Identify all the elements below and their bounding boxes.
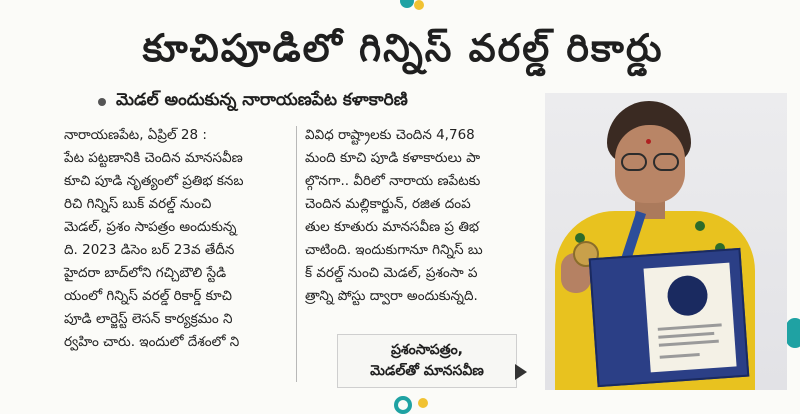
photo-caption-line-1: ప్రశంసాపత్రం, [390,342,463,358]
article-line: మెడల్, ప్రశం సాపత్రం అందుకున్న [64,219,237,235]
article-line: త్రాన్ని పోస్టు ద్వారా అందుకున్నది. [305,288,478,304]
article-line: యంలో గిన్నిస్ వరల్డ్ రికార్డ్ కూచి [64,288,232,304]
article-line: చాటింది. ఇందుకుగానూ గిన్నిస్ బు [305,242,483,258]
photo-caption-line-2: మెడల్‌తో మానసవీణ [370,363,484,379]
certificate-image [589,248,750,387]
article-line: ర్వహిం చారు. ఇందులో దేశంలో ని [64,334,240,350]
article-line: చెందిన మల్లికార్జున్, రజిత దంప [305,196,471,212]
subheadline-text: మెడల్ అందుకున్న నారాయణపేట కళాకారిణి [116,90,408,110]
article-line: రిచి గిన్నిస్ బుక్ వరల్డ్ నుంచి [64,196,212,212]
decorative-dot-yellow [414,0,424,10]
article-line: కూచి పూడి నృత్యంలో ప్రతిభ కనబ [64,173,244,189]
subheadline [98,88,408,116]
headline: కూచిపూడిలో గిన్నిస్ వరల్డ్ రికార్డు [142,26,664,70]
bullet-icon [98,98,106,106]
article-line: పూడి లార్జెస్ట్ లెసన్ కార్యక్రమం ని [64,311,233,327]
article-column-1 [64,124,290,354]
news-photo [545,93,787,390]
column-divider [296,126,297,382]
article-column-2 [305,124,530,308]
photo-caption [337,334,517,388]
article-line: ది. 2023 డిసెం బర్ 23వ తేదీన [64,242,235,258]
decorative-ring-teal [394,396,412,414]
photo-bindi [646,139,651,144]
decorative-dot-yellow-bottom [418,398,428,408]
decorative-dot-teal [400,0,414,8]
article-line: క్ వరల్డ్ నుంచి మెడల్, ప్రశంసా ప [305,265,478,281]
article-line: ల్గొనగా.. వీరిలో నారాయ ణపేటకు [305,173,481,189]
article-line: నారాయణపేట, ఏప్రిల్ 28 : [64,127,207,143]
article-line: పేట పట్టణానికి చెందిన మానసవీణ [64,150,243,166]
photo-glasses [619,153,681,173]
article-line: హైదరా బాద్‌లోని గచ్చిబౌలి స్టేడి [64,265,227,281]
caption-pointer-arrow-icon [515,364,527,380]
decorative-leaf-teal [786,318,800,348]
article-line: మంది కూచి పూడి కళాకారులు పా [305,150,481,166]
article-line: తుల కూతురు మానసవీణ ప్ర తిభ [305,219,480,235]
article-line: వివిధ రాష్ట్రాలకు చెందిన 4,768 [305,127,475,143]
dress-pattern [695,221,705,231]
